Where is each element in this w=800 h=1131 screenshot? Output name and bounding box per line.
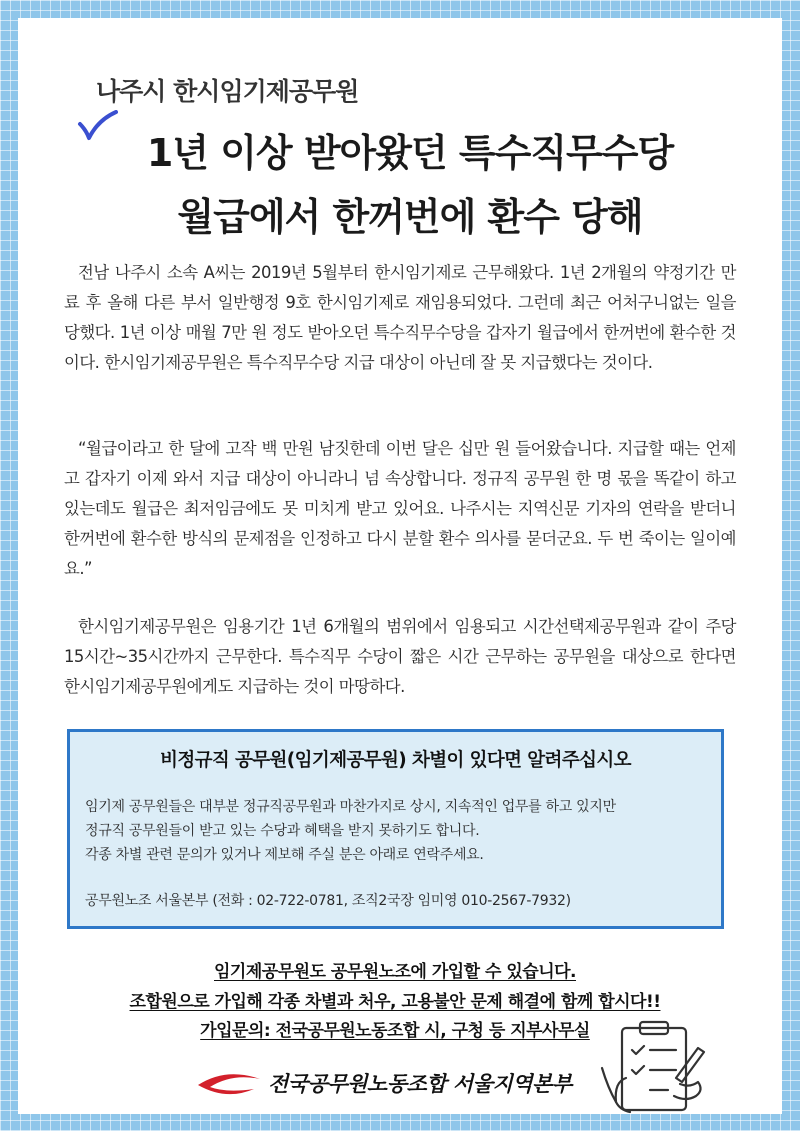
contact-info: 공무원노조 서울본부 (전화 : 02-722-0781, 조직2국장 임미영 010-2567-7932): [85, 893, 571, 909]
quote-paragraph: “월급이라고 한 달에 고작 백 만원 남짓한데 이번 달은 십만 원 들어왔습니다. 지급할 때는 언제고 갑자기 이제 와서 지급 대상이 아니라니 넘 속상합니다. 정규직 공무원 한 명 몫을 똑같이 하고 있는데도 월급은 최저임금에도 못 미치게 받고 있어요. 나주시는 지역신문 기자의 연락을 받더니 한꺼번에 환수한 방식의 문제점을 인정하고 다시 분할 환수 의사를 묻더군요. 두 번 죽이는 일이예요.”: [64, 439, 736, 578]
clipboard-writing-hand-icon: [596, 1018, 716, 1118]
cta-line: [0, 987, 790, 1012]
notice-line: 각종 차별 관련 문의가 있거나 제보해 주실 분은 아래로 연락주세요.: [85, 847, 484, 863]
notice-body: [85, 795, 715, 867]
cta-text: 임기제공무원도 공무원노조에 가입할 수 있습니다.: [214, 962, 576, 982]
notice-line: 임기제 공무원들은 대부분 정규직공무원과 마찬가지로 상시, 지속적인 업무를 하고 있지만: [85, 799, 616, 815]
notice-line: 정규직 공무원들이 받고 있는 수당과 혜택을 받지 못하기도 합니다.: [85, 823, 480, 839]
report-notice-box: [67, 729, 724, 929]
cta-line: [0, 957, 790, 982]
headline-line-2: 월급에서 한꺼번에 환수 당해: [177, 195, 643, 239]
organization-name: 전국공무원노동조합 서울지역본부: [268, 1071, 572, 1096]
notice-title: 비정규직 공무원(임기제공무원) 차별이 있다면 알려주십시오: [160, 750, 631, 771]
cta-text: 가입문의: 전국공무원노동조합 시, 구청 등 지부사무실: [200, 1021, 590, 1041]
cta-text: 조합원으로 가입해 각종 차별과 처우, 고용불안 문제 해결에 함께 합시다!!: [129, 992, 661, 1012]
headline-line-1: 1년 이상 받아왔던 특수직무수당: [146, 131, 674, 175]
article-paragraph: 전남 나주시 소속 A씨는 2019년 5월부터 한시임기제로 근무해왔다. 1년 2개월의 약정기간 만료 후 올해 다른 부서 일반행정 9호 한시임기제로 재임용되었다. 그런데 최근 어처구니없는 일을 당했다. 1년 이상 매월 7만 원 정도 받아오던 특수직무수당을 갑자기 월급에서 한꺼번에 환수한 것이다. 한시임기제공무원은 특수직무수당 지급 대상이 아닌데 잘 못 지급했다는 것이다.: [64, 263, 736, 372]
article-paragraph: 한시임기제공무원은 임용기간 1년 6개월의 범위에서 임용되고 시간선택제공무원과 같이 주당 15시간~35시간까지 근무한다. 특수직무 수당이 짧은 시간 근무하는 공무원을 대상으로 한다면 한시임기제공무원에게도 지급하는 것이 마땅하다.: [64, 617, 736, 696]
kicker-label: 나주시 한시임기제공무원: [96, 77, 359, 106]
union-logo-icon: [196, 1071, 262, 1095]
